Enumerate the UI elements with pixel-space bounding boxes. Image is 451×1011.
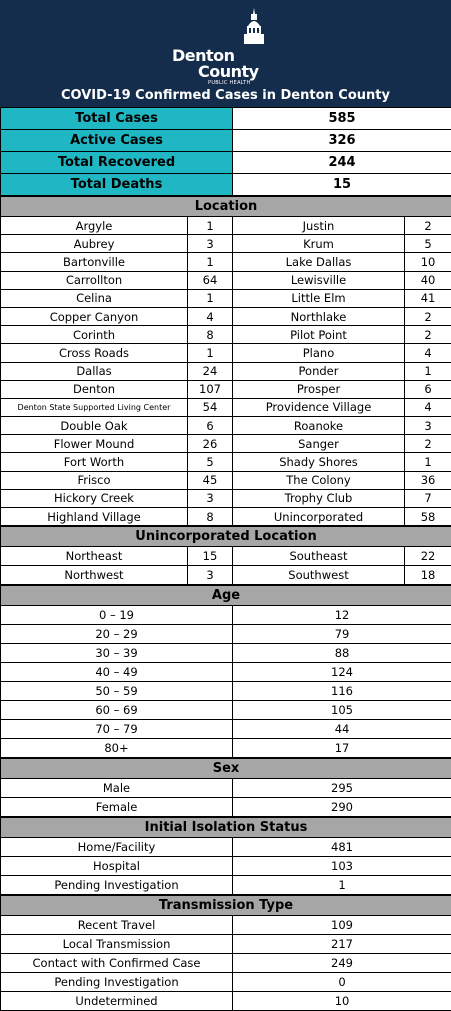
logo-text-public-health: PUBLIC HEALTH (208, 80, 251, 86)
right-name: Southeast (233, 547, 405, 566)
left-count: 45 (188, 471, 233, 489)
left-count: 5 (188, 453, 233, 471)
category-label: Local Transmission (1, 935, 233, 954)
summary-row (1, 108, 451, 130)
age-row (1, 720, 451, 739)
summary-row (1, 130, 451, 152)
transmission-row (1, 935, 451, 954)
right-name: Unincorporated (233, 508, 405, 527)
section-header: Location (1, 196, 451, 217)
unincorporated-row (1, 547, 451, 566)
right-count: 3 (405, 417, 451, 435)
left-name: Aubrey (1, 235, 188, 253)
location-row (1, 471, 451, 489)
denton-county-logo (168, 8, 278, 84)
page-title: COVID-19 Confirmed Cases in Denton County (0, 88, 451, 103)
left-name: Double Oak (1, 417, 188, 435)
left-name: Highland Village (1, 508, 188, 527)
age-row (1, 739, 451, 759)
left-count: 3 (188, 566, 233, 586)
summary-row (1, 152, 451, 174)
category-count: 217 (233, 935, 451, 954)
right-name: Plano (233, 344, 405, 362)
left-count: 24 (188, 362, 233, 380)
right-count: 58 (405, 508, 451, 527)
left-name: Northeast (1, 547, 188, 566)
location-row (1, 508, 451, 527)
summary-value: 326 (233, 130, 451, 152)
category-count: 44 (233, 720, 451, 739)
location-row (1, 326, 451, 344)
left-name: Corinth (1, 326, 188, 344)
left-name: Frisco (1, 471, 188, 489)
section-header: Unincorporated Location (1, 526, 451, 547)
right-count: 1 (405, 362, 451, 380)
category-label: Hospital (1, 857, 233, 876)
left-count: 1 (188, 289, 233, 307)
sex-row (1, 798, 451, 818)
unincorporated-row (1, 566, 451, 586)
isolation-row (1, 876, 451, 896)
age-row (1, 644, 451, 663)
location-row (1, 344, 451, 362)
left-name: Cross Roads (1, 344, 188, 362)
left-count: 3 (188, 489, 233, 507)
transmission-row (1, 954, 451, 973)
age-row (1, 663, 451, 682)
right-count: 41 (405, 289, 451, 307)
category-count: 0 (233, 973, 451, 992)
left-count: 3 (188, 235, 233, 253)
left-name: Flower Mound (1, 435, 188, 453)
category-count: 88 (233, 644, 451, 663)
right-name: Northlake (233, 307, 405, 325)
transmission-row (1, 916, 451, 935)
left-name: Northwest (1, 566, 188, 586)
report-table (0, 107, 451, 1011)
category-label: Contact with Confirmed Case (1, 954, 233, 973)
left-count: 15 (188, 547, 233, 566)
category-count: 79 (233, 625, 451, 644)
category-label: Female (1, 798, 233, 818)
right-name: Lewisville (233, 271, 405, 289)
left-name: Dallas (1, 362, 188, 380)
location-row (1, 489, 451, 507)
category-label: 30 – 39 (1, 644, 233, 663)
right-name: Krum (233, 235, 405, 253)
right-name: Lake Dallas (233, 253, 405, 271)
category-count: 295 (233, 779, 451, 798)
age-row (1, 701, 451, 720)
category-count: 103 (233, 857, 451, 876)
right-name: Roanoke (233, 417, 405, 435)
category-label: Undetermined (1, 992, 233, 1011)
location-row (1, 398, 451, 416)
location-row (1, 253, 451, 271)
right-count: 2 (405, 217, 451, 235)
sex-row (1, 779, 451, 798)
sex-section-header (1, 758, 451, 779)
category-count: 10 (233, 992, 451, 1011)
right-count: 2 (405, 326, 451, 344)
summary-value: 244 (233, 152, 451, 174)
category-label: 80+ (1, 739, 233, 759)
category-label: Pending Investigation (1, 973, 233, 992)
left-count: 26 (188, 435, 233, 453)
section-header: Age (1, 585, 451, 606)
right-count: 5 (405, 235, 451, 253)
transmission-section-header (1, 895, 451, 916)
category-count: 1 (233, 876, 451, 896)
right-count: 2 (405, 435, 451, 453)
category-label: 0 – 19 (1, 606, 233, 625)
left-count: 8 (188, 508, 233, 527)
left-count: 1 (188, 217, 233, 235)
section-header: Initial Isolation Status (1, 817, 451, 838)
right-name: Ponder (233, 362, 405, 380)
summary-label: Total Deaths (1, 174, 233, 197)
age-row (1, 606, 451, 625)
right-count: 10 (405, 253, 451, 271)
courthouse-icon (242, 8, 266, 48)
category-label: 60 – 69 (1, 701, 233, 720)
category-label: 40 – 49 (1, 663, 233, 682)
header-banner (0, 0, 451, 107)
right-count: 6 (405, 380, 451, 398)
age-section-header (1, 585, 451, 606)
right-name: The Colony (233, 471, 405, 489)
category-label: Pending Investigation (1, 876, 233, 896)
right-count: 40 (405, 271, 451, 289)
location-row (1, 235, 451, 253)
category-count: 124 (233, 663, 451, 682)
location-row (1, 453, 451, 471)
category-count: 116 (233, 682, 451, 701)
summary-label: Active Cases (1, 130, 233, 152)
category-label: 50 – 59 (1, 682, 233, 701)
category-count: 17 (233, 739, 451, 759)
category-label: Male (1, 779, 233, 798)
left-count: 4 (188, 307, 233, 325)
section-header: Sex (1, 758, 451, 779)
category-label: 70 – 79 (1, 720, 233, 739)
location-row (1, 380, 451, 398)
left-name: Hickory Creek (1, 489, 188, 507)
summary-label: Total Cases (1, 108, 233, 130)
left-name: Copper Canyon (1, 307, 188, 325)
left-name: Denton State Supported Living Center (1, 398, 188, 416)
location-row (1, 307, 451, 325)
category-label: Recent Travel (1, 916, 233, 935)
isolation-section-header (1, 817, 451, 838)
location-row (1, 362, 451, 380)
right-count: 4 (405, 398, 451, 416)
category-count: 12 (233, 606, 451, 625)
right-count: 2 (405, 307, 451, 325)
left-name: Fort Worth (1, 453, 188, 471)
isolation-row (1, 838, 451, 857)
left-name: Denton (1, 380, 188, 398)
right-name: Shady Shores (233, 453, 405, 471)
right-count: 1 (405, 453, 451, 471)
left-count: 8 (188, 326, 233, 344)
left-name: Argyle (1, 217, 188, 235)
category-label: 20 – 29 (1, 625, 233, 644)
category-count: 109 (233, 916, 451, 935)
left-count: 1 (188, 344, 233, 362)
age-row (1, 682, 451, 701)
section-header: Transmission Type (1, 895, 451, 916)
category-label: Home/Facility (1, 838, 233, 857)
left-name: Carrollton (1, 271, 188, 289)
logo-text-county: County (198, 62, 259, 81)
summary-label: Total Recovered (1, 152, 233, 174)
category-count: 249 (233, 954, 451, 973)
isolation-row (1, 857, 451, 876)
right-count: 7 (405, 489, 451, 507)
left-count: 64 (188, 271, 233, 289)
right-name: Little Elm (233, 289, 405, 307)
location-row (1, 289, 451, 307)
location-row (1, 417, 451, 435)
location-section-header (1, 196, 451, 217)
left-count: 107 (188, 380, 233, 398)
right-name: Providence Village (233, 398, 405, 416)
logo-text-denton: Denton (172, 46, 235, 65)
right-count: 36 (405, 471, 451, 489)
right-name: Sanger (233, 435, 405, 453)
summary-value: 585 (233, 108, 451, 130)
right-name: Southwest (233, 566, 405, 586)
category-count: 481 (233, 838, 451, 857)
left-count: 6 (188, 417, 233, 435)
left-name: Celina (1, 289, 188, 307)
right-count: 18 (405, 566, 451, 586)
summary-value: 15 (233, 174, 451, 197)
left-count: 1 (188, 253, 233, 271)
left-name: Bartonville (1, 253, 188, 271)
right-count: 4 (405, 344, 451, 362)
right-name: Trophy Club (233, 489, 405, 507)
right-name: Justin (233, 217, 405, 235)
location-row (1, 217, 451, 235)
age-row (1, 625, 451, 644)
left-count: 54 (188, 398, 233, 416)
location-row (1, 271, 451, 289)
summary-row (1, 174, 451, 197)
category-count: 105 (233, 701, 451, 720)
right-name: Prosper (233, 380, 405, 398)
right-name: Pilot Point (233, 326, 405, 344)
category-count: 290 (233, 798, 451, 818)
right-count: 22 (405, 547, 451, 566)
location-row (1, 435, 451, 453)
unincorporated-section-header (1, 526, 451, 547)
transmission-row (1, 973, 451, 992)
